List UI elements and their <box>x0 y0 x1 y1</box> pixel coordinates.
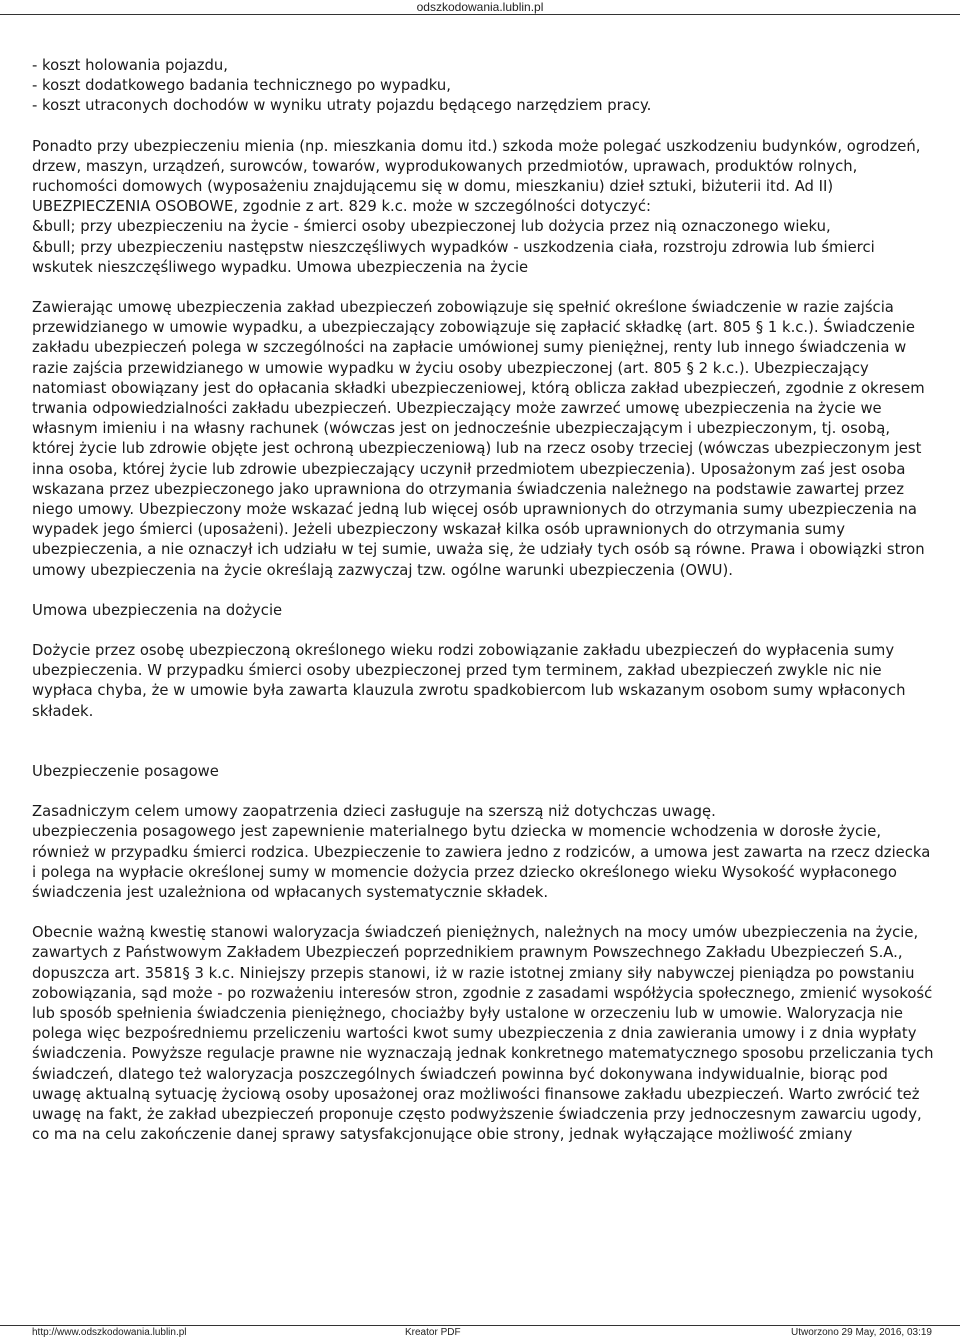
footer-created-date: Utworzono 29 May, 2016, 03:19 <box>790 1327 932 1338</box>
header-divider <box>0 14 960 15</box>
paragraph-property-insurance: Ponadto przy ubezpieczeniu mienia (np. mieszkania domu itd.) szkoda może polegać uszkodzeniu budynków, ogrodzeń, drzew, maszyn, urządzeń, surowców, towarów, wyprodukowanych przedmiotów, uprawach, produktów rolnych, ruchomości domowych (wyposażeniu znajdującemu się w domu, mieszkaniu) dzieł sztuki, biżuterii itd. Ad II) UBEZPIECZENIA OSOBOWE, zgodnie z art. 829 k.c. może w szczególności dotyczyć: &bull; przy ubezpieczeniu na życie - śmierci osoby ubezpieczonej lub dożycia przez nią oznaczonego wieku, &bull; przy ubezpieczeniu następstw nieszczęśliwych wypadków - uszkodzenia ciała, rozstroju zdrowia lub śmierci wskutek nieszczęśliwego wypadku. Umowa ubezpieczenia na życie <box>32 137 921 276</box>
paragraph-dowry-insurance: Zasadniczym celem umowy zaopatrzenia dzieci zasługuje na szerszą niż dotychczas uwagę. ubezpieczenia posagowego jest zapewnienie materialnego bytu dziecka w momencie wchodzenia w dorosłe życie, również w przypadku śmierci rodzica. Ubezpieczenie to zawiera jedno z rodziców, a umowa jest zawarta na rzecz dziecka i polega na wypłacie określonej sumy w momencie dożycia przez dziecko określonego wieku Wysokość wypłaconego świadczenia jest uzależniona od wpłacanych systematycznie składek. <box>32 803 931 901</box>
footer-generator: Kreator PDF <box>405 1327 461 1338</box>
heading-dowry-insurance: Ubezpieczenie posagowe <box>32 762 219 780</box>
footer-divider <box>0 1325 960 1326</box>
paragraph-endowment: Dożycie przez osobę ubezpieczoną określonego wieku rodzi zobowiązanie zakładu ubezpieczeń do wypłacenia sumy ubezpieczenia. W przypadku śmierci osoby ubezpieczonej przed tym terminem, zakład ubezpieczeń zwykle nic nie wypłaca chyba, że w umowie była zawarta klauzula zwrotu spadkobiercom lub wskazanym osobom sumy wpłaconych składek. <box>32 642 906 720</box>
paragraph-life-insurance: Zawierając umowę ubezpieczenia zakład ubezpieczeń zobowiązuje się spełnić określone świadczenie w razie zajścia przewidzianego w umowie wypadku, a ubezpieczający zobowiązuje się zapłacić składkę (art. 805 § 1 k.c.). Świadczenie zakładu ubezpieczeń polega w szczególności na zapłacie umówionej sumy pieniężnej, renty lub innego świadczenia w razie zajścia przewidzianego w umowie wypadku w życiu osoby ubezpieczonej (art. 805 § 2 k.c.). Ubezpieczający natomiast obowiązany jest do opłacania składki ubezpieczeniowej, którą oblicza zakład ubezpieczeń, zgodnie z okresem trwania odpowiedzialności zakładu ubezpieczeń. Ubezpieczający może zawrzeć umowę ubezpieczenia na życie we własnym imieniu i na własny rachunek (wówczas jest on jednocześnie ubezpieczającym i ubezpieczonym, tj. osobą, której życie lub zdrowie objęte jest ochroną ubezpieczeniową) lub na rzecz osoby trzeciej (wówczas ubezpieczonym jest inna osoba, której życie lub zdrowie ubezpieczający uczynił przedmiotem ubezpieczenia). Uposażonym zaś jest osoba wskazana przez ubezpieczonego jako uprawniona do otrzymania świadczenia należnego na podstawie zawartej przez niego umowy. Ubezpieczony może wskazać jedną lub więcej osób uprawnionych do otrzymania sumy ubezpieczenia na wypadek jego śmierci (uposażeni). Jeżeli ubezpieczony wskazał kilka osób uprawnionych do otrzymania sumy ubezpieczenia, a nie oznaczył ich udziału w tej sumie, uważa się, że udziały tych osób są równe. Prawa i obowiązki stron umowy ubezpieczenia na życie określają zazwyczaj tzw. ogólne warunki ubezpieczenia (OWU). <box>32 299 925 579</box>
header-site: odszkodowania.lublin.pl <box>416 0 544 14</box>
footer-url-link[interactable]: http://www.odszkodowania.lublin.pl <box>32 1327 187 1338</box>
paragraph-valorization: Obecnie ważną kwestię stanowi waloryzacja świadczeń pieniężnych, należnych na mocy umów ubezpieczenia na życie, zawartych z Państwowym Zakładem Ubezpieczeń poprzednikiem prawnym Powszechnego Zakładu Ubezpieczeń S.A., dopuszcza art. 3581§ 3 k.c. Niniejszy przepis stanowi, iż w razie istotnej zmiany siły nabywczej pieniądza po powstaniu zobowiązania, sąd może - po rozważeniu interesów stron, zgodnie z zasadami współżycia społecznego, zmienić wysokość lub sposób spełnienia świadczenia pieniężnego, chociażby były ustalone w orzeczeniu lub w umowie. Waloryzacja nie polega więc bezpośredniemu przeliczeniu wartości kwot sumy ubezpieczenia z dnia zawierania umowy i z dnia wypłaty świadczenia. Powyższe regulacje prawne nie wyznaczają jednak konkretnego matematycznego sposobu przeliczania tych świadczeń, dlatego też waloryzacja poszczególnych świadczeń powinna być dokonywana indywidualnie, biorąc pod uwagę aktualną sytuację życiową osoby uposażonej oraz możliwości finansowe zakładu ubezpieczeń. Warto zwrócić też uwagę na fakt, że zakład ubezpieczeń proponuje często podwyższenie świadczenia przy jednoczesnym zawarciu ugody, co ma na celu zakończenie danej sprawy satysfakcjonujące obie strony, jednak wyłączające możliwość zmiany <box>32 924 934 1144</box>
document-body <box>32 56 934 1145</box>
page-footer <box>32 1327 932 1339</box>
page-header <box>0 0 960 14</box>
heading-endowment: Umowa ubezpieczenia na dożycie <box>32 601 283 619</box>
paragraph-cost-list: - koszt holowania pojazdu, - koszt dodatkowego badania technicznego po wypadku, - koszt utraconych dochodów w wyniku utraty pojazdu będącego narzędziem pracy. <box>32 57 652 115</box>
